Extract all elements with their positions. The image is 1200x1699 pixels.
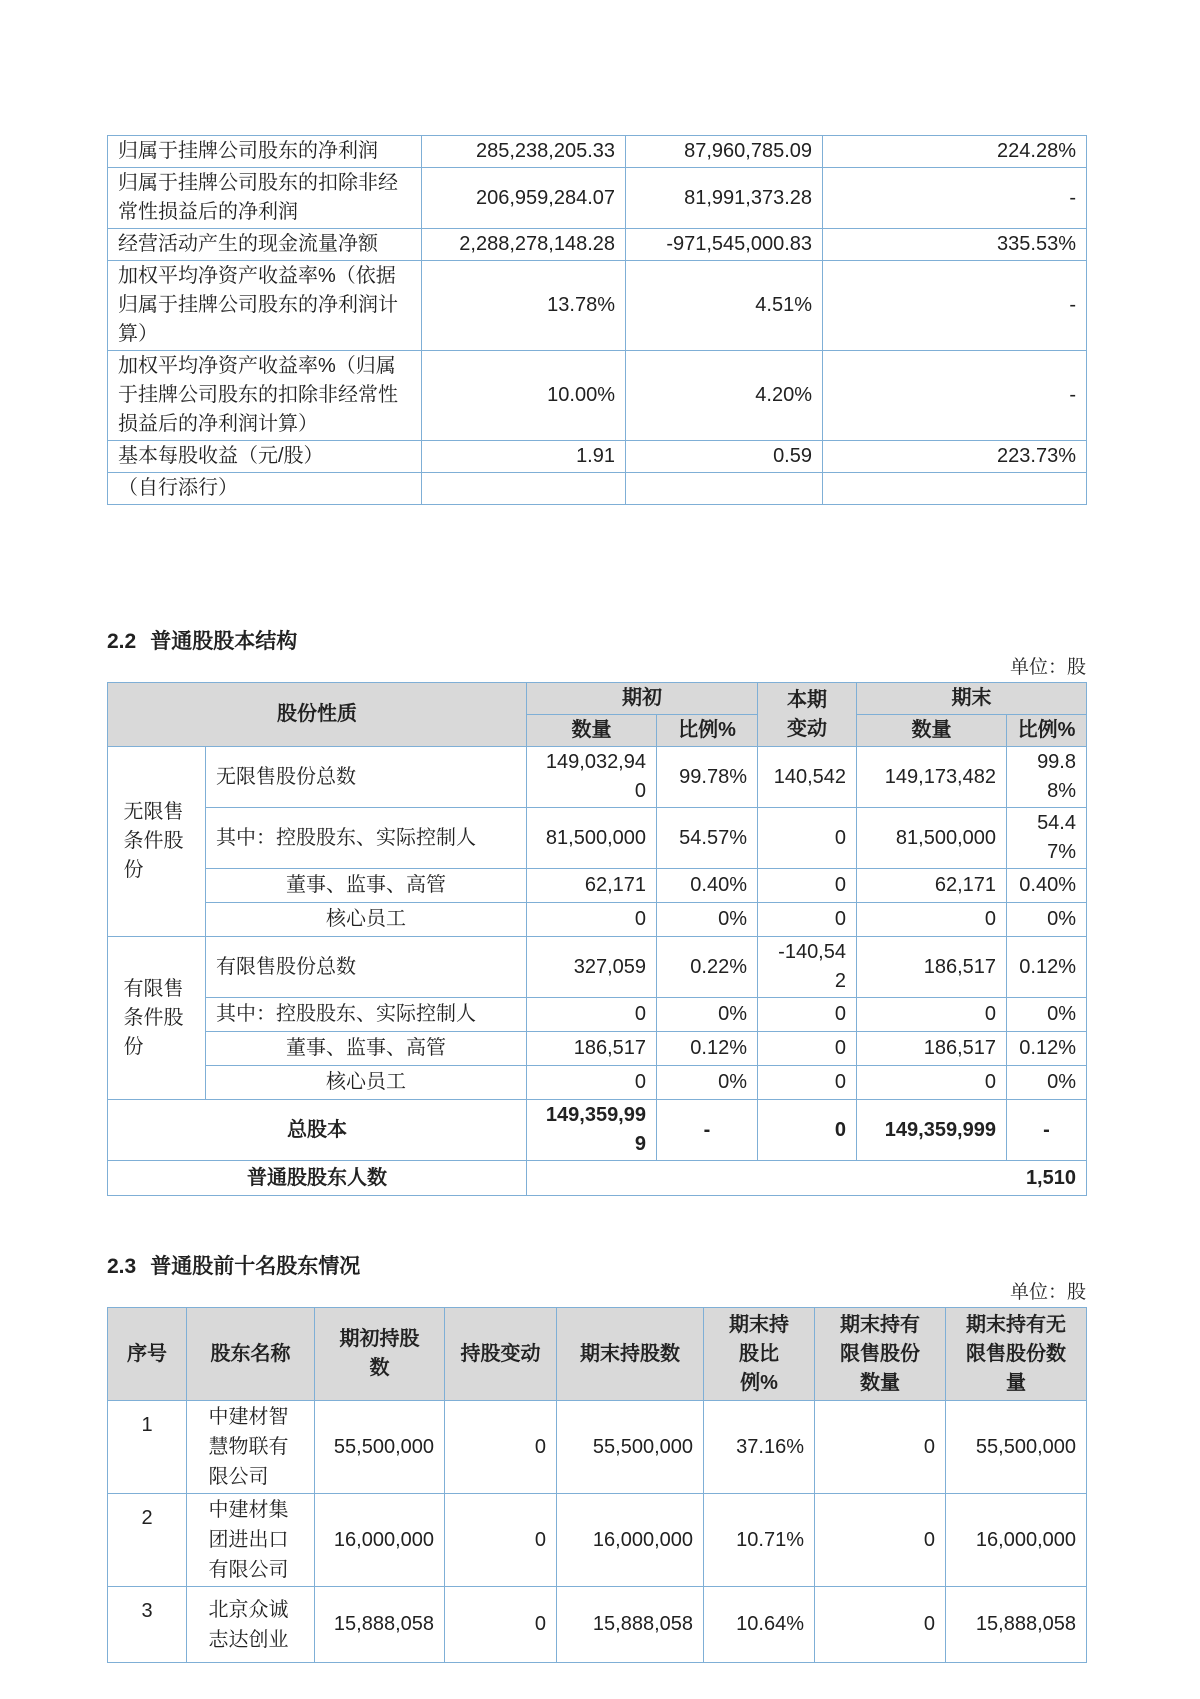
cell-holder-name: [187, 1494, 315, 1587]
cell-begin-pct: 0.12%: [657, 1032, 758, 1066]
holders-count-row: [108, 1161, 1087, 1196]
table-row: [108, 747, 1087, 808]
value-prior-period: -971,545,000.83: [626, 229, 823, 261]
header-text: 期末持股比例%: [729, 1313, 789, 1394]
header-period-begin: 期初: [527, 683, 758, 715]
header-end-pct: [704, 1308, 815, 1401]
total-label: 总股本: [108, 1100, 527, 1161]
section-number: 2.3: [107, 1255, 137, 1278]
header-text: 期末持有无限售股份数量: [966, 1313, 1066, 1394]
group-label-text: 有限售条件股份: [123, 977, 184, 1058]
holder-name-text: 中建材智慧物联有限公司: [208, 1406, 289, 1488]
cell-begin-pct: 0%: [657, 903, 758, 937]
cell-begin-shares: 55,500,000: [315, 1401, 445, 1494]
financial-summary-table: [107, 135, 1087, 505]
cell-end-qty: 0: [857, 903, 1007, 937]
holders-count-value: 1,510: [527, 1161, 1087, 1196]
cell-change: 0: [758, 1100, 857, 1161]
table-row: [108, 1494, 1087, 1587]
cell-begin-qty: 327,059: [527, 937, 657, 998]
table-row: [108, 1401, 1087, 1494]
header-rank: 序号: [108, 1308, 187, 1401]
row-label: 核心员工: [206, 903, 527, 937]
table-row: [108, 473, 1087, 505]
table-header-row: [108, 1308, 1087, 1401]
table-row: [108, 168, 1087, 229]
metric-label: 归属于挂牌公司股东的扣除非经常性损益后的净利润: [108, 168, 422, 229]
cell-end-qty: 186,517: [857, 937, 1007, 998]
value-current-period: 285,238,205.33: [422, 136, 626, 168]
table-row: [108, 937, 1087, 998]
unit-label: 单位：股: [1009, 657, 1086, 678]
value-prior-period: 4.51%: [626, 261, 823, 351]
header-begin-pct: 比例%: [657, 715, 758, 747]
table-row: [108, 903, 1087, 937]
cell-end-qty: 0: [857, 1066, 1007, 1100]
cell-end-unrestricted: 55,500,000: [946, 1401, 1087, 1494]
header-period-change: [758, 683, 857, 747]
value-yoy-change: [823, 473, 1087, 505]
value-current-period: 1.91: [422, 441, 626, 473]
cell-holder-name: [187, 1587, 315, 1663]
cell-end-pct: 10.71%: [704, 1494, 815, 1587]
row-label: 董事、监事、高管: [206, 1032, 527, 1066]
cell-end-pct: 0.12%: [1007, 1032, 1087, 1066]
cell-change: 0: [758, 808, 857, 869]
table-row: [108, 229, 1087, 261]
cell-change: 0: [758, 1066, 857, 1100]
table-row: [108, 261, 1087, 351]
document-page: [107, 0, 1086, 1663]
cell-end-restricted: 0: [815, 1587, 946, 1663]
cell-change: 140,542: [758, 747, 857, 808]
row-label: 其中：控股股东、实际控制人: [206, 998, 527, 1032]
table-row: [108, 869, 1087, 903]
cell-rank: 3: [108, 1587, 187, 1663]
cell-end-qty: 149,359,999: [857, 1100, 1007, 1161]
cell-end-pct: 0%: [1007, 998, 1087, 1032]
value-yoy-change: -: [823, 351, 1087, 441]
metric-label: 加权平均净资产收益率%（依据归属于挂牌公司股东的净利润计算）: [108, 261, 422, 351]
value-current-period: 10.00%: [422, 351, 626, 441]
cell-holder-name: [187, 1401, 315, 1494]
header-begin-shares: [315, 1308, 445, 1401]
cell-change: 0: [758, 903, 857, 937]
section-heading-2-2: [107, 629, 1086, 655]
cell-end-pct: 0.40%: [1007, 869, 1087, 903]
cell-end-pct: -: [1007, 1100, 1087, 1161]
cell-end-qty: 62,171: [857, 869, 1007, 903]
header-end-pct: 比例%: [1007, 715, 1087, 747]
row-label: 核心员工: [206, 1066, 527, 1100]
header-end-restricted: [815, 1308, 946, 1401]
header-text: 期末持有限售股份数量: [840, 1313, 920, 1394]
table-row: [108, 441, 1087, 473]
cell-begin-pct: 99.78%: [657, 747, 758, 808]
cell-end-pct: 0%: [1007, 903, 1087, 937]
metric-label: 归属于挂牌公司股东的净利润: [108, 136, 422, 168]
cell-change: 0: [758, 998, 857, 1032]
cell-end-pct: 37.16%: [704, 1401, 815, 1494]
cell-end-shares: 16,000,000: [557, 1494, 704, 1587]
cell-begin-pct: 0%: [657, 1066, 758, 1100]
header-share-change: 持股变动: [445, 1308, 557, 1401]
cell-begin-pct: -: [657, 1100, 758, 1161]
cell-begin-qty: 149,359,999: [527, 1100, 657, 1161]
header-begin-qty: 数量: [527, 715, 657, 747]
header-end-shares: 期末持股数: [557, 1308, 704, 1401]
cell-begin-qty: 186,517: [527, 1032, 657, 1066]
metric-label: 经营活动产生的现金流量净额: [108, 229, 422, 261]
value-yoy-change: -: [823, 261, 1087, 351]
cell-change: 0: [758, 1032, 857, 1066]
section-title: 普通股前十名股东情况: [150, 1255, 361, 1278]
cell-end-restricted: 0: [815, 1494, 946, 1587]
cell-end-pct: 99.88%: [1007, 747, 1087, 808]
row-label: 其中：控股股东、实际控制人: [206, 808, 527, 869]
cell-begin-qty: 0: [527, 1066, 657, 1100]
header-text: 期初持股数: [339, 1328, 420, 1379]
table-row: [108, 1032, 1087, 1066]
table-row: [108, 1066, 1087, 1100]
value-prior-period: 81,991,373.28: [626, 168, 823, 229]
cell-begin-qty: 81,500,000: [527, 808, 657, 869]
value-prior-period: 4.20%: [626, 351, 823, 441]
group-label-unrestricted: [108, 747, 206, 937]
value-yoy-change: -: [823, 168, 1087, 229]
header-period-change-text: 本期变动: [787, 688, 827, 740]
value-current-period: 2,288,278,148.28: [422, 229, 626, 261]
cell-end-qty: 81,500,000: [857, 808, 1007, 869]
cell-end-qty: 186,517: [857, 1032, 1007, 1066]
total-row: [108, 1100, 1087, 1161]
metric-label: 加权平均净资产收益率%（归属于挂牌公司股东的扣除非经常性损益后的净利润计算）: [108, 351, 422, 441]
table-row: [108, 998, 1087, 1032]
cell-begin-shares: 16,000,000: [315, 1494, 445, 1587]
holder-name-text: 中建材集团进出口有限公司: [208, 1499, 289, 1581]
cell-share-change: 0: [445, 1401, 557, 1494]
row-label: 有限售股份总数: [206, 937, 527, 998]
value-yoy-change: 224.28%: [823, 136, 1087, 168]
value-yoy-change: 223.73%: [823, 441, 1087, 473]
cell-change: -140,542: [758, 937, 857, 998]
table-row: [108, 351, 1087, 441]
cell-begin-pct: 0.22%: [657, 937, 758, 998]
value-current-period: [422, 473, 626, 505]
header-period-end: 期末: [857, 683, 1087, 715]
table-row: [108, 136, 1087, 168]
cell-end-shares: 15,888,058: [557, 1587, 704, 1663]
value-yoy-change: 335.53%: [823, 229, 1087, 261]
row-label: 无限售股份总数: [206, 747, 527, 808]
section-title: 普通股股本结构: [150, 630, 298, 653]
cell-begin-qty: 0: [527, 903, 657, 937]
holder-name-text: 北京众诚志达创业: [208, 1598, 289, 1651]
metric-label: （自行添行）: [108, 473, 422, 505]
cell-end-restricted: 0: [815, 1401, 946, 1494]
cell-rank: 1: [108, 1401, 187, 1494]
cell-end-qty: 149,173,482: [857, 747, 1007, 808]
header-holder-name: 股东名称: [187, 1308, 315, 1401]
cell-begin-pct: 0%: [657, 998, 758, 1032]
cell-end-qty: 0: [857, 998, 1007, 1032]
cell-end-unrestricted: 15,888,058: [946, 1587, 1087, 1663]
row-label: 董事、监事、高管: [206, 869, 527, 903]
value-prior-period: 87,960,785.09: [626, 136, 823, 168]
cell-begin-qty: 0: [527, 998, 657, 1032]
share-structure-table: [107, 682, 1087, 1196]
cell-end-shares: 55,500,000: [557, 1401, 704, 1494]
cell-begin-shares: 15,888,058: [315, 1587, 445, 1663]
group-label-text: 无限售条件股份: [123, 801, 184, 881]
cell-change: 0: [758, 869, 857, 903]
cell-share-change: 0: [445, 1494, 557, 1587]
cell-end-pct: 0%: [1007, 1066, 1087, 1100]
group-label-restricted: [108, 937, 206, 1100]
header-end-qty: 数量: [857, 715, 1007, 747]
cell-end-pct: 10.64%: [704, 1587, 815, 1663]
top-holders-table: [107, 1307, 1087, 1663]
section-heading-2-3: [107, 1254, 1086, 1280]
value-current-period: 13.78%: [422, 261, 626, 351]
cell-end-unrestricted: 16,000,000: [946, 1494, 1087, 1587]
cell-begin-pct: 0.40%: [657, 869, 758, 903]
value-prior-period: 0.59: [626, 441, 823, 473]
header-end-unrestricted: [946, 1308, 1087, 1401]
cell-begin-pct: 54.57%: [657, 808, 758, 869]
cell-begin-qty: 149,032,940: [527, 747, 657, 808]
value-current-period: 206,959,284.07: [422, 168, 626, 229]
value-prior-period: [626, 473, 823, 505]
cell-share-change: 0: [445, 1587, 557, 1663]
table-header-row: [108, 683, 1087, 715]
header-share-nature: 股份性质: [108, 683, 527, 747]
table-row: [108, 1587, 1087, 1663]
section-number: 2.2: [107, 630, 137, 653]
cell-end-pct: 54.47%: [1007, 808, 1087, 869]
cell-end-pct: 0.12%: [1007, 937, 1087, 998]
unit-label: 单位：股: [1009, 1282, 1086, 1303]
cell-begin-qty: 62,171: [527, 869, 657, 903]
holders-count-label: 普通股股东人数: [108, 1161, 527, 1196]
cell-rank: 2: [108, 1494, 187, 1587]
metric-label: 基本每股收益（元/股）: [108, 441, 422, 473]
table-row: [108, 808, 1087, 869]
